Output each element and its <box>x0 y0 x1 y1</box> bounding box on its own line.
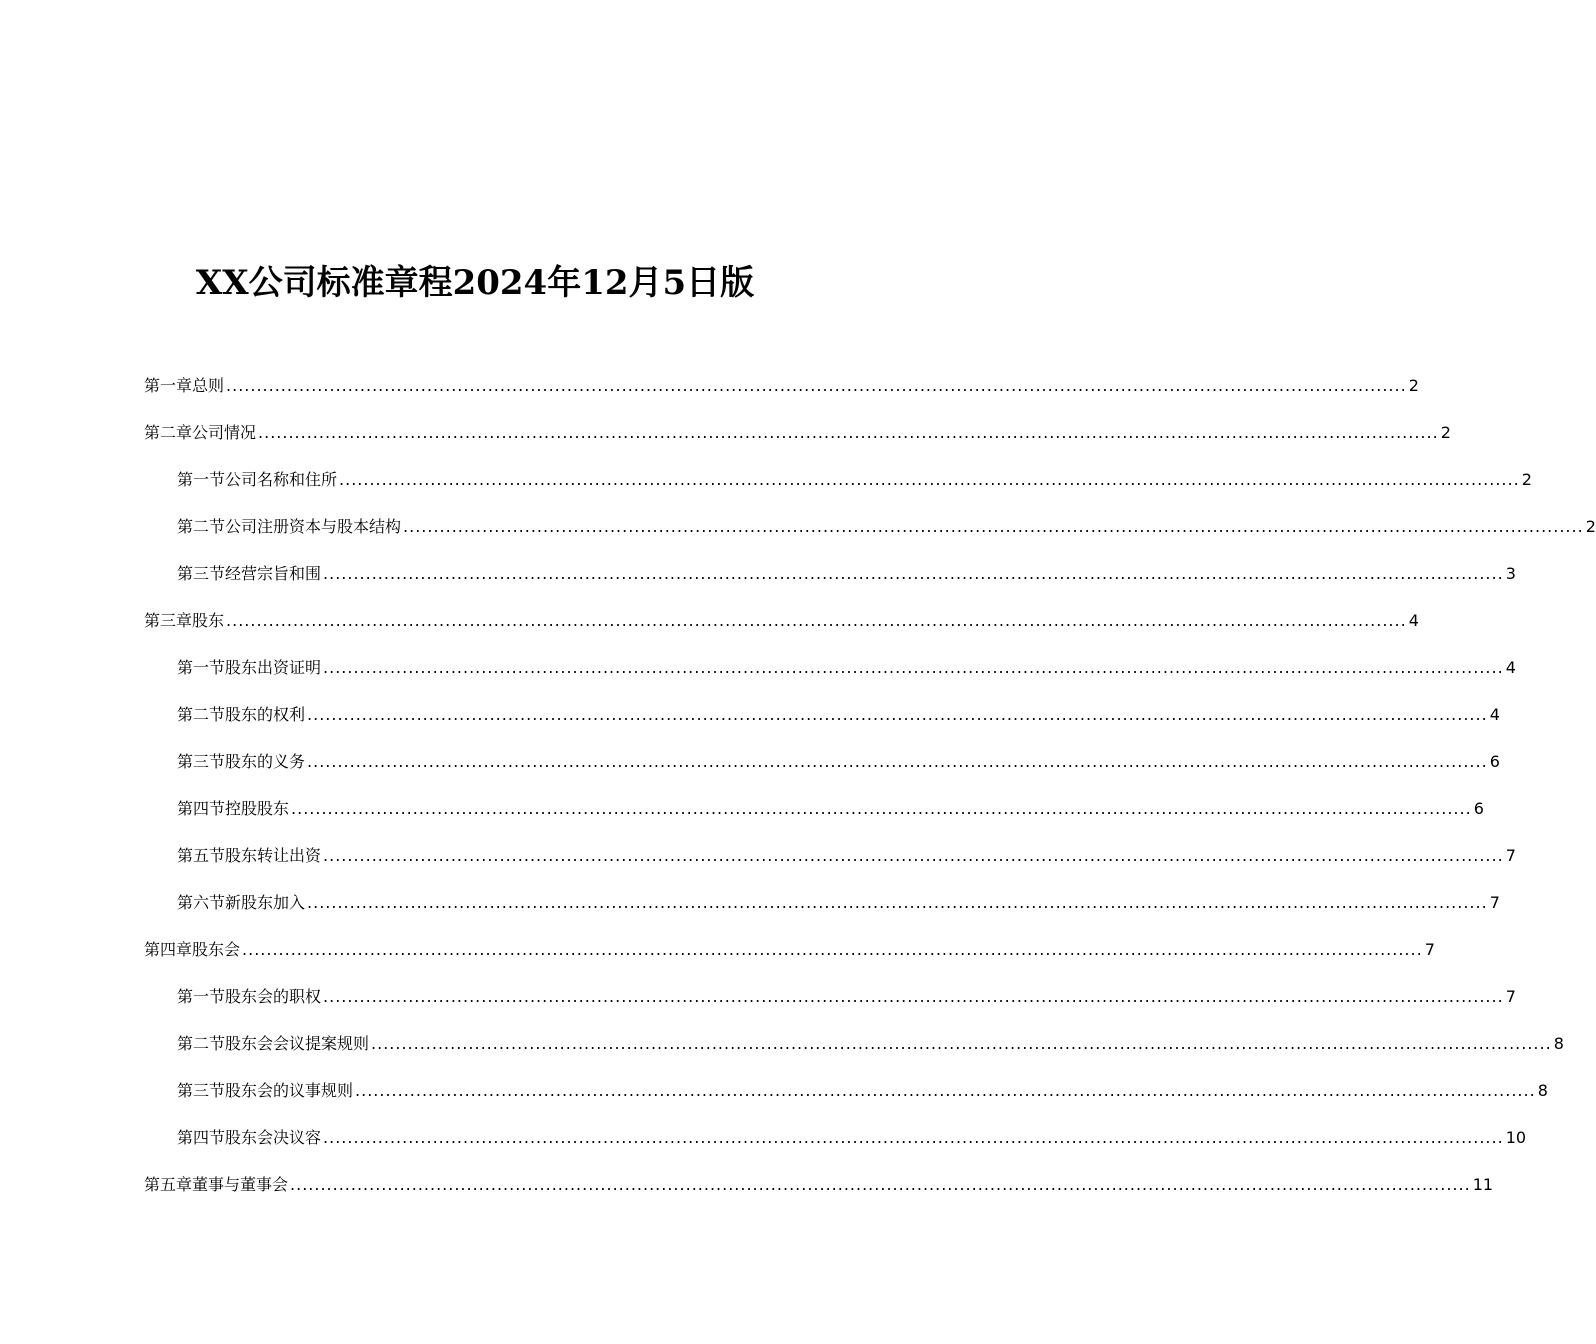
toc-entry[interactable] <box>144 691 1500 738</box>
toc-dot-leader: .................................................................................................................................................................................................. <box>307 705 1488 724</box>
toc-entry[interactable] <box>144 550 1516 597</box>
toc-entry-label: 第四节股东会决议容 <box>177 1128 322 1147</box>
toc-dot-leader: .................................................................................................................................................................................................. <box>323 658 1504 677</box>
toc-entry-label: 第五章董事与董事会 <box>144 1175 289 1194</box>
toc-entry[interactable] <box>144 597 1419 644</box>
table-of-contents <box>144 362 1596 1208</box>
toc-entry[interactable] <box>144 1020 1564 1067</box>
toc-entry-page-number: 8 <box>1537 1081 1548 1100</box>
toc-entry-page-number: 4 <box>1408 611 1419 630</box>
toc-entry-label: 第三节经营宗旨和围 <box>177 564 322 583</box>
toc-entry-label: 第一节公司名称和住所 <box>177 470 338 489</box>
toc-entry-label: 第二节公司注册资本与股本结构 <box>177 517 402 536</box>
toc-entry-label: 第五节股东转让出资 <box>177 846 322 865</box>
toc-entry-page-number: 7 <box>1505 846 1516 865</box>
toc-entry-page-number: 2 <box>1521 470 1532 489</box>
toc-dot-leader: .................................................................................................................................................................................................. <box>258 423 1439 442</box>
toc-dot-leader: .................................................................................................................................................................................................. <box>323 987 1504 1006</box>
toc-entry-label: 第三章股东 <box>144 611 225 630</box>
toc-entry[interactable] <box>144 785 1484 832</box>
toc-dot-leader: .................................................................................................................................................................................................. <box>323 564 1504 583</box>
toc-entry-label: 第三节股东会的议事规则 <box>177 1081 354 1100</box>
toc-entry-label: 第一章总则 <box>144 376 225 395</box>
toc-entry[interactable] <box>144 1114 1527 1161</box>
toc-dot-leader: .................................................................................................................................................................................................. <box>291 799 1472 818</box>
toc-entry-label: 第六节新股东加入 <box>177 893 306 912</box>
toc-entry-label: 第四节控股股东 <box>177 799 290 818</box>
toc-dot-leader: .................................................................................................................................................................................................. <box>371 1034 1552 1053</box>
toc-entry-page-number: 2 <box>1408 376 1419 395</box>
toc-entry-page-number: 6 <box>1473 799 1484 818</box>
toc-entry[interactable] <box>144 832 1516 879</box>
toc-dot-leader: .................................................................................................................................................................................................. <box>307 893 1488 912</box>
toc-dot-leader: .................................................................................................................................................................................................. <box>290 1175 1471 1194</box>
document-title: XX公司标准章程2024年12月5日版 <box>195 263 755 303</box>
toc-dot-leader: .................................................................................................................................................................................................. <box>403 517 1584 536</box>
toc-entry[interactable] <box>144 409 1451 456</box>
toc-entry-label: 第二节股东的权利 <box>177 705 306 724</box>
toc-entry-page-number: 2 <box>1440 423 1451 442</box>
toc-entry[interactable] <box>144 738 1500 785</box>
toc-entry[interactable] <box>144 456 1532 503</box>
toc-entry-label: 第二章公司情况 <box>144 423 257 442</box>
toc-entry[interactable] <box>144 644 1516 691</box>
toc-dot-leader: .................................................................................................................................................................................................. <box>323 846 1504 865</box>
toc-dot-leader: .................................................................................................................................................................................................. <box>339 470 1520 489</box>
toc-dot-leader: .................................................................................................................................................................................................. <box>355 1081 1536 1100</box>
toc-entry-page-number: 4 <box>1505 658 1516 677</box>
toc-entry-label: 第三节股东的义务 <box>177 752 306 771</box>
toc-entry-page-number: 4 <box>1489 705 1500 724</box>
toc-entry[interactable] <box>144 1067 1548 1114</box>
toc-entry-label: 第二节股东会会议提案规则 <box>177 1034 370 1053</box>
toc-dot-leader: .................................................................................................................................................................................................. <box>307 752 1488 771</box>
toc-entry-page-number: 3 <box>1505 564 1516 583</box>
toc-entry[interactable] <box>144 362 1419 409</box>
toc-entry[interactable] <box>144 973 1516 1020</box>
toc-entry-page-number: 7 <box>1424 940 1435 959</box>
toc-dot-leader: .................................................................................................................................................................................................. <box>226 376 1407 395</box>
toc-dot-leader: .................................................................................................................................................................................................. <box>226 611 1407 630</box>
toc-entry-page-number: 10 <box>1505 1128 1527 1147</box>
toc-entry-page-number: 2 <box>1585 517 1596 536</box>
toc-entry[interactable] <box>144 926 1435 973</box>
toc-dot-leader: .................................................................................................................................................................................................. <box>242 940 1423 959</box>
toc-entry-page-number: 7 <box>1505 987 1516 1006</box>
toc-entry-page-number: 8 <box>1553 1034 1564 1053</box>
toc-dot-leader: .................................................................................................................................................................................................. <box>323 1128 1504 1147</box>
toc-entry[interactable] <box>144 879 1500 926</box>
toc-entry-label: 第一节股东会的职权 <box>177 987 322 1006</box>
toc-entry-page-number: 11 <box>1472 1175 1494 1194</box>
toc-entry-label: 第四章股东会 <box>144 940 241 959</box>
toc-entry-page-number: 7 <box>1489 893 1500 912</box>
toc-entry[interactable] <box>144 1161 1494 1208</box>
toc-entry-page-number: 6 <box>1489 752 1500 771</box>
toc-entry[interactable] <box>144 503 1596 550</box>
toc-entry-label: 第一节股东出资证明 <box>177 658 322 677</box>
